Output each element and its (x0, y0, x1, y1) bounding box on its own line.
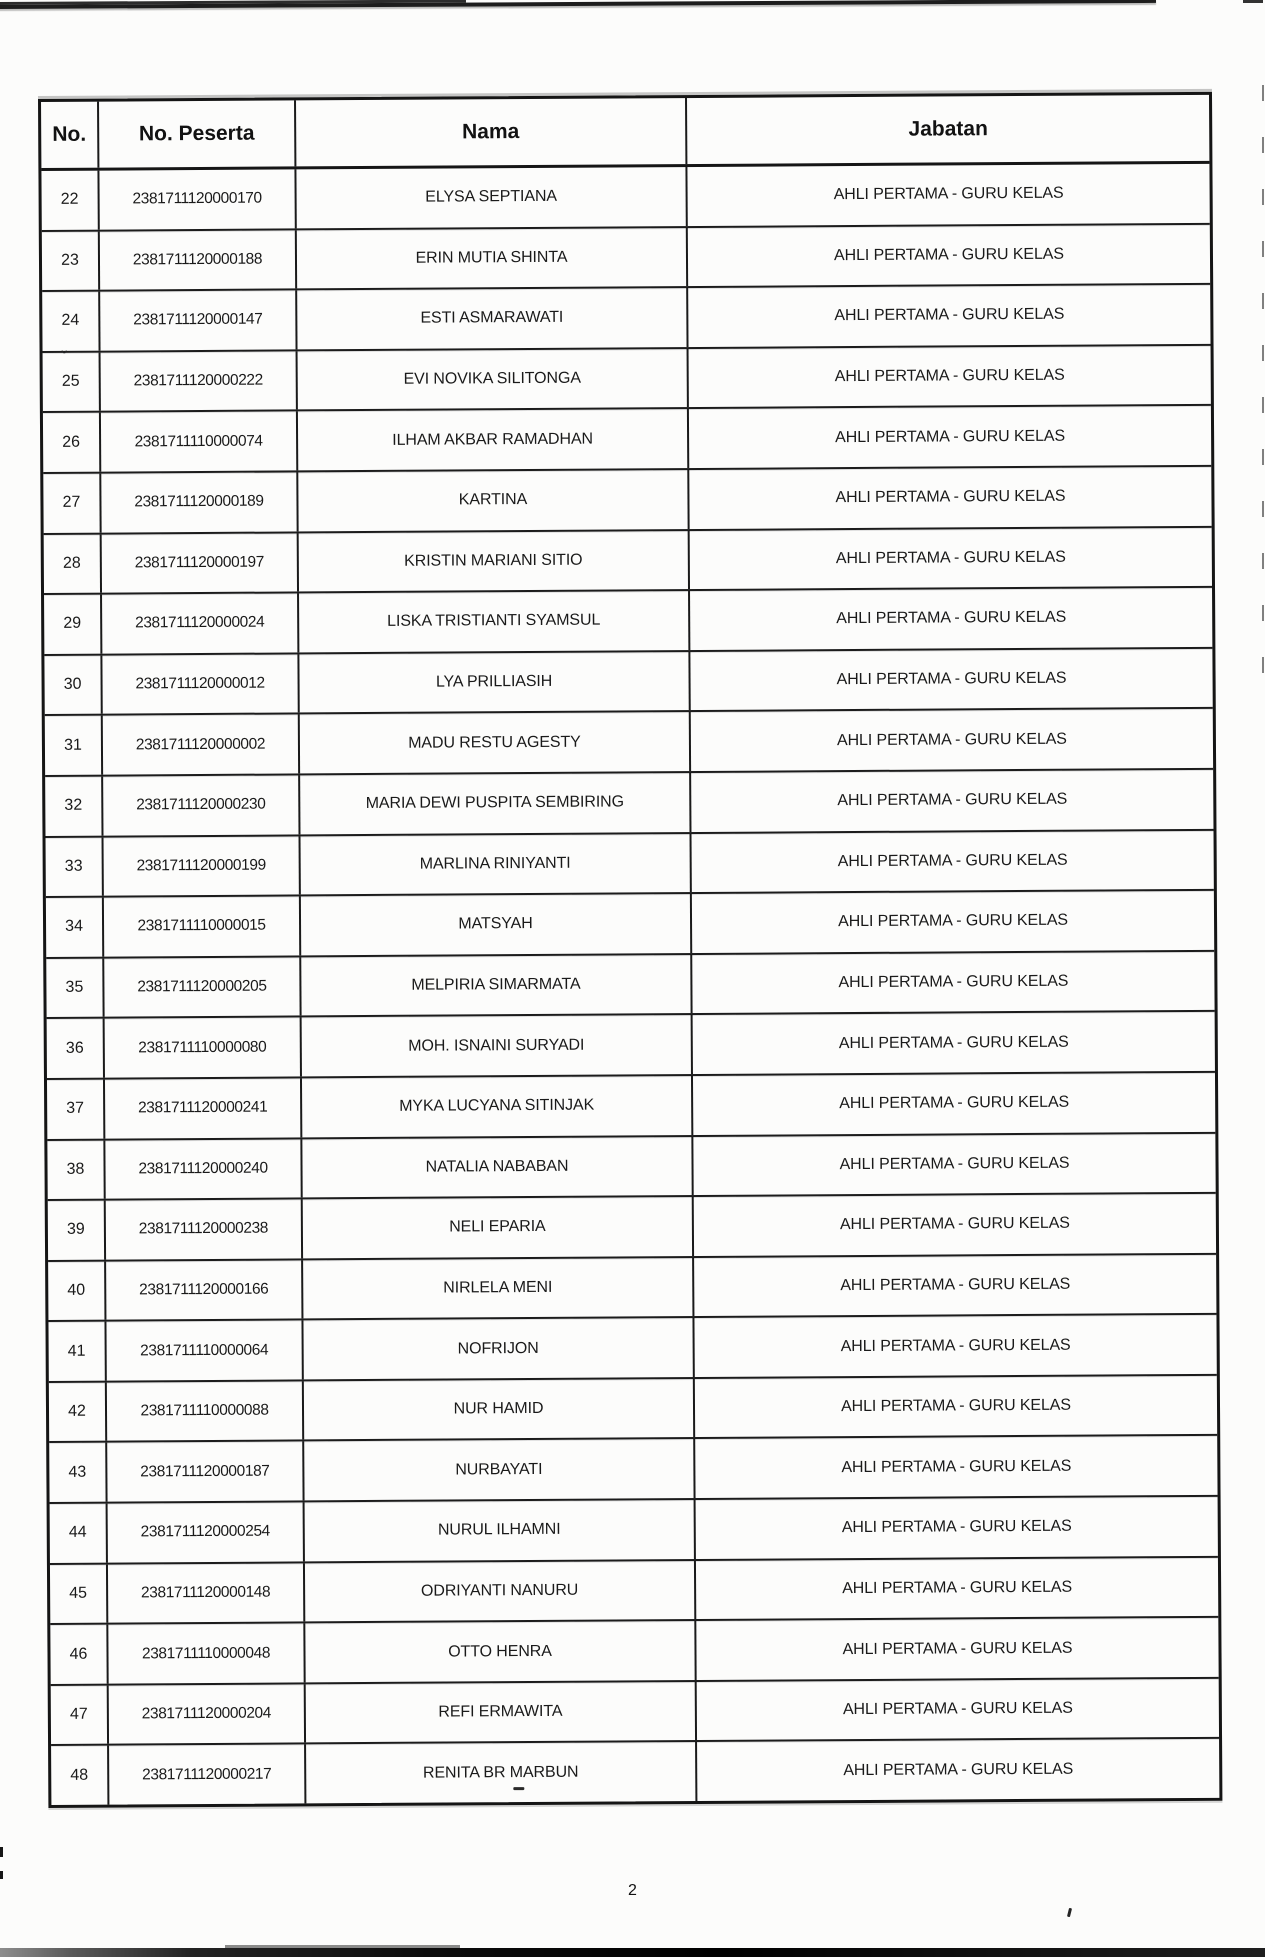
row-peserta-cell: 2381711120000230 (103, 775, 300, 835)
header-jabatan: Jabatan (908, 117, 988, 141)
row-jabatan-cell: AHLI PERTAMA - GURU KELAS (835, 487, 1066, 507)
table-row (50, 1497, 1218, 1565)
row-peserta-cell: 2381711120000238 (106, 1199, 303, 1259)
row-jabatan-cell: AHLI PERTAMA - GURU KELAS (843, 1760, 1074, 1779)
row-peserta-cell: 2381711120000199 (104, 836, 301, 896)
table-row (46, 952, 1214, 1020)
table-row (46, 830, 1214, 898)
row-no-cell: 26 (43, 413, 101, 472)
scan-artifact-left-mark-1 (0, 1847, 3, 1857)
table-row (49, 1376, 1217, 1444)
row-peserta-cell: 2381711120000188 (100, 230, 297, 290)
row-nama-cell: LISKA TRISTIANTI SYAMSUL (299, 591, 690, 652)
row-jabatan-cell: AHLI PERTAMA - GURU KELAS (837, 790, 1068, 810)
row-nama-cell: ELYSA SEPTIANA (296, 167, 687, 228)
row-nama-cell: NELI EPARIA (303, 1197, 694, 1258)
header-nama: Nama (296, 98, 687, 166)
row-jabatan-cell: AHLI PERTAMA - GURU KELAS (842, 1699, 1073, 1719)
table-row (50, 1618, 1218, 1686)
table-header-row (41, 95, 1209, 171)
row-nama-cell: MARLINA RINIYANTI (301, 834, 692, 895)
row-nama-cell: NATALIA NABABAN (302, 1137, 693, 1198)
header-peserta: No. Peserta (99, 100, 296, 167)
row-no-cell: 25 (43, 352, 101, 411)
row-no-cell: 37 (47, 1080, 105, 1139)
row-nama-cell: RENITA BR MARBUN (306, 1742, 697, 1803)
row-nama-cell: LYA PRILLIASIH (299, 652, 690, 713)
row-jabatan-cell: AHLI PERTAMA - GURU KELAS (833, 185, 1064, 204)
table-row (44, 649, 1212, 717)
row-no-cell: 33 (46, 837, 104, 896)
row-nama-cell: EVI NOVIKA SILITONGA (298, 349, 689, 410)
row-no-cell: 42 (49, 1382, 107, 1441)
table-row (49, 1436, 1217, 1504)
row-jabatan-cell: AHLI PERTAMA - GURU KELAS (842, 1578, 1073, 1598)
table-row (47, 1133, 1215, 1201)
row-nama-cell: KARTINA (298, 470, 689, 531)
row-jabatan-cell: AHLI PERTAMA - GURU KELAS (842, 1639, 1073, 1658)
row-jabatan-cell: AHLI PERTAMA - GURU KELAS (841, 1518, 1072, 1537)
row-jabatan-cell: AHLI PERTAMA - GURU KELAS (834, 306, 1065, 325)
row-jabatan-cell: AHLI PERTAMA - GURU KELAS (835, 548, 1066, 567)
row-peserta-cell: 2381711120000148 (108, 1563, 305, 1623)
row-no-cell: 44 (50, 1504, 108, 1563)
row-no-cell: 43 (49, 1443, 107, 1502)
table-row (47, 1073, 1215, 1141)
row-jabatan-cell: AHLI PERTAMA - GURU KELAS (839, 1093, 1070, 1113)
row-no-cell: 35 (46, 958, 104, 1017)
row-nama-cell: NURBAYATI (304, 1439, 695, 1500)
row-jabatan-cell: AHLI PERTAMA - GURU KELAS (841, 1457, 1072, 1476)
row-peserta-cell: 2381711120000024 (102, 594, 299, 654)
row-nama-cell: ILHAM AKBAR RAMADHAN (298, 409, 689, 470)
row-nama-cell: ERIN MUTIA SHINTA (297, 228, 688, 289)
table-row (51, 1679, 1219, 1747)
row-peserta-cell: 2381711120000187 (107, 1442, 304, 1502)
table-row (47, 1012, 1215, 1080)
row-nama-cell: OTTO HENRA (305, 1621, 696, 1682)
table-row (43, 467, 1211, 535)
row-no-cell: 31 (45, 716, 103, 775)
row-nama-cell: NOFRIJON (303, 1318, 694, 1379)
table-row (48, 1255, 1216, 1323)
page-number: 2 (628, 1882, 637, 1899)
table-row (45, 770, 1213, 838)
row-nama-cell: NUR HAMID (304, 1379, 695, 1440)
row-jabatan-cell: AHLI PERTAMA - GURU KELAS (837, 851, 1068, 870)
row-nama-cell: NURUL ILHAMNI (305, 1500, 696, 1561)
row-jabatan-cell: AHLI PERTAMA - GURU KELAS (840, 1336, 1071, 1355)
row-nama-cell: ODRIYANTI NANURU (305, 1561, 696, 1622)
row-no-cell: 40 (48, 1261, 106, 1320)
scan-artifact-right-edge-marks (1262, 85, 1264, 705)
row-nama-cell: NIRLELA MENI (303, 1258, 694, 1319)
scan-artifact-left-mark-2 (0, 1871, 3, 1879)
row-peserta-cell: 2381711120000222 (101, 351, 298, 411)
row-jabatan-cell: AHLI PERTAMA - GURU KELAS (839, 1215, 1070, 1234)
row-jabatan-cell: AHLI PERTAMA - GURU KELAS (836, 609, 1067, 628)
row-peserta-cell: 2381711120000147 (100, 291, 297, 351)
row-peserta-cell: 2381711120000254 (108, 1502, 305, 1562)
row-nama-cell: MADU RESTU AGESTY (300, 712, 691, 773)
table-row (46, 891, 1214, 959)
row-peserta-cell: 2381711110000088 (107, 1381, 304, 1441)
row-no-cell: 47 (51, 1685, 109, 1744)
row-no-cell: 30 (44, 655, 102, 714)
row-peserta-cell: 2381711120000205 (104, 957, 301, 1017)
row-no-cell: 23 (42, 231, 100, 290)
row-nama-cell: ESTI ASMARAWATI (297, 288, 688, 349)
row-peserta-cell: 2381711120000241 (105, 1078, 302, 1138)
table-row (41, 164, 1209, 232)
scan-artifact-bottom-band (0, 1948, 1265, 1957)
table-row (42, 224, 1210, 292)
row-peserta-cell: 2381711120000012 (102, 654, 299, 714)
row-nama-cell: REFI ERMAWITA (306, 1682, 697, 1743)
row-no-cell: 39 (48, 1201, 106, 1260)
row-peserta-cell: 2381711110000074 (101, 412, 298, 472)
row-no-cell: 48 (51, 1746, 109, 1805)
row-jabatan-cell: AHLI PERTAMA - GURU KELAS (841, 1396, 1071, 1416)
row-no-cell: 38 (47, 1140, 105, 1199)
row-peserta-cell: 2381711120000197 (102, 533, 299, 593)
row-nama-cell: MATSYAH (301, 894, 692, 955)
row-no-cell: 24 (42, 292, 100, 351)
row-jabatan-cell: AHLI PERTAMA - GURU KELAS (838, 972, 1069, 992)
table-row (43, 346, 1211, 414)
scan-artifact-apostrophe (1067, 1908, 1072, 1917)
table-row (51, 1739, 1219, 1805)
row-peserta-cell: 2381711120000217 (109, 1745, 306, 1805)
scan-artifact-check-mark: ˇ (61, 348, 67, 366)
table-row (43, 406, 1211, 474)
row-no-cell: 32 (45, 777, 103, 836)
table-row (44, 588, 1212, 656)
participants-table (38, 92, 1222, 1808)
table-row (50, 1557, 1218, 1625)
row-no-cell: 28 (44, 534, 102, 593)
row-no-cell: 29 (44, 595, 102, 654)
header-no: No. (41, 102, 99, 168)
row-peserta-cell: 2381711120000002 (103, 715, 300, 775)
scan-artifact-underline-dot (513, 1787, 524, 1790)
row-no-cell: 22 (41, 171, 99, 230)
row-jabatan-cell: AHLI PERTAMA - GURU KELAS (834, 366, 1065, 386)
row-jabatan-cell: AHLI PERTAMA - GURU KELAS (836, 730, 1067, 749)
row-nama-cell: KRISTIN MARIANI SITIO (299, 531, 690, 592)
row-peserta-cell: 2381711110000048 (108, 1624, 305, 1684)
row-nama-cell: MOH. ISNAINI SURYADI (302, 1015, 693, 1076)
row-peserta-cell: 2381711120000240 (105, 1139, 302, 1199)
table-row (44, 527, 1212, 595)
table-row (48, 1194, 1216, 1262)
table-body (41, 164, 1219, 1805)
row-peserta-cell: 2381711120000166 (106, 1260, 303, 1320)
row-no-cell: 36 (47, 1019, 105, 1078)
row-peserta-cell: 2381711110000015 (104, 897, 301, 957)
row-no-cell: 27 (43, 474, 101, 533)
row-jabatan-cell: AHLI PERTAMA - GURU KELAS (838, 1033, 1069, 1052)
row-nama-cell: MELPIRIA SIMARMATA (301, 955, 692, 1016)
row-jabatan-cell: AHLI PERTAMA - GURU KELAS (836, 669, 1067, 689)
row-peserta-cell: 2381711110000080 (105, 1018, 302, 1078)
row-no-cell: 45 (50, 1564, 108, 1623)
row-no-cell: 41 (48, 1322, 106, 1381)
scan-artifact-top-right-mark (1243, 0, 1263, 3)
row-jabatan-cell: AHLI PERTAMA - GURU KELAS (835, 427, 1066, 446)
scan-artifact-top-line (0, 0, 1156, 9)
row-jabatan-cell: AHLI PERTAMA - GURU KELAS (838, 912, 1069, 931)
row-peserta-cell: 2381711120000204 (109, 1684, 306, 1744)
row-nama-cell: MYKA LUCYANA SITINJAK (302, 1076, 693, 1137)
row-peserta-cell: 2381711110000064 (106, 1321, 303, 1381)
row-peserta-cell: 2381711120000170 (99, 169, 296, 229)
row-no-cell: 46 (50, 1625, 108, 1684)
row-jabatan-cell: AHLI PERTAMA - GURU KELAS (839, 1154, 1070, 1173)
row-jabatan-cell: AHLI PERTAMA - GURU KELAS (833, 245, 1064, 265)
table-row (48, 1315, 1216, 1383)
row-no-cell: 34 (46, 898, 104, 957)
table-row (45, 709, 1213, 777)
row-jabatan-cell: AHLI PERTAMA - GURU KELAS (840, 1275, 1071, 1295)
row-peserta-cell: 2381711120000189 (101, 472, 298, 532)
row-nama-cell: MARIA DEWI PUSPITA SEMBIRING (300, 773, 691, 834)
table-row (42, 285, 1210, 353)
